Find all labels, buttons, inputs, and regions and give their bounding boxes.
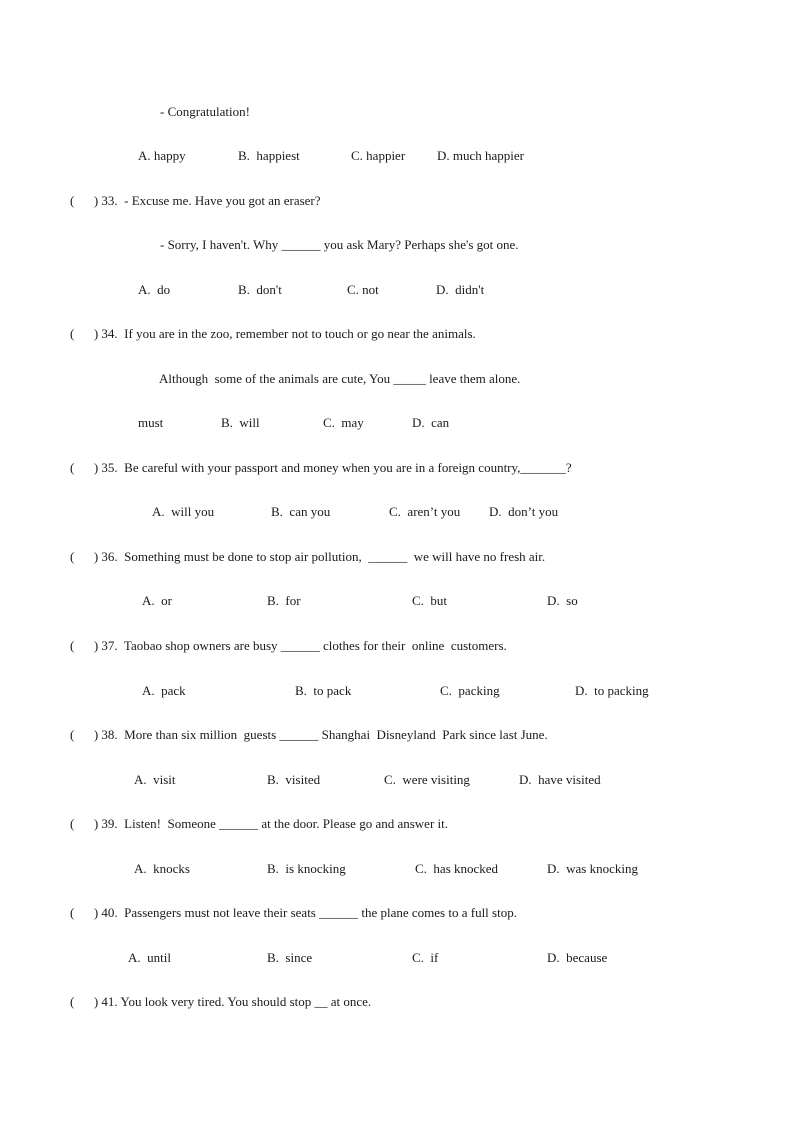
question-39: ( ) 39. Listen! Someone ______ at the door. Please go and answer it.: [70, 816, 449, 831]
option-a: A. visit: [134, 772, 176, 787]
option-b: B. is knocking: [267, 861, 346, 876]
question-37: ( ) 37. Taobao shop owners are busy ______ clothes for their online customers.: [70, 638, 507, 653]
option-a: A. or: [142, 593, 172, 608]
question-35: ( ) 35. Be careful with your passport and money when you are in a foreign country,_______?: [70, 460, 572, 475]
option-c: C. but: [412, 593, 448, 608]
question-41: ( ) 41. You look very tired. You should stop __ at once.: [70, 994, 372, 1009]
option-d: D. because: [547, 950, 608, 965]
option-c: C. may: [323, 415, 364, 430]
dialog-response-text: - Congratulation!: [160, 104, 250, 119]
option-b: B. don't: [238, 282, 282, 297]
question-38: ( ) 38. More than six million guests ______ Shanghai Disneyland Park since last June.: [70, 727, 548, 742]
option-d: D. can: [412, 415, 450, 430]
question-36: ( ) 36. Something must be done to stop air pollution, ______ we will have no fresh air.: [70, 549, 546, 564]
option-d: D. didn't: [436, 282, 485, 297]
option-b: B. visited: [267, 772, 321, 787]
option-b: B. since: [267, 950, 313, 965]
option-c: C. has knocked: [415, 861, 499, 876]
option-a: A. pack: [142, 683, 186, 698]
option-d: D. don’t you: [489, 504, 559, 519]
option-c: C. were visiting: [384, 772, 470, 787]
option-a: A. do: [138, 282, 171, 297]
option-a: A. happy: [138, 148, 186, 163]
question-34: ( ) 34. If you are in the zoo, remember not to touch or go near the animals.: [70, 326, 476, 341]
option-b: B. happiest: [238, 148, 300, 163]
option-b: B. for: [267, 593, 301, 608]
option-c: C. aren’t you: [389, 504, 461, 519]
option-c: C. happier: [351, 148, 406, 163]
option-d: D. have visited: [519, 772, 601, 787]
option-d: D. much happier: [437, 148, 525, 163]
option-d: D. to packing: [575, 683, 649, 698]
option-b: B. will: [221, 415, 260, 430]
question-34-continued: Although some of the animals are cute, You _____ leave them alone.: [159, 371, 521, 386]
option-a: A. will you: [152, 504, 215, 519]
question-33: ( ) 33. - Excuse me. Have you got an eraser?: [70, 193, 321, 208]
option-a: A. knocks: [134, 861, 190, 876]
question-33-response: - Sorry, I haven't. Why ______ you ask Mary? Perhaps she's got one.: [160, 237, 519, 252]
option-c: C. not: [347, 282, 379, 297]
option-c: C. packing: [440, 683, 500, 698]
option-c: C. if: [412, 950, 439, 965]
option-b: B. to pack: [295, 683, 352, 698]
option-a: A. until: [128, 950, 171, 965]
option-d: D. was knocking: [547, 861, 638, 876]
option-d: D. so: [547, 593, 578, 608]
option-a: must: [138, 415, 164, 430]
option-b: B. can you: [271, 504, 331, 519]
question-40: ( ) 40. Passengers must not leave their seats ______ the plane comes to a full stop.: [70, 905, 517, 920]
